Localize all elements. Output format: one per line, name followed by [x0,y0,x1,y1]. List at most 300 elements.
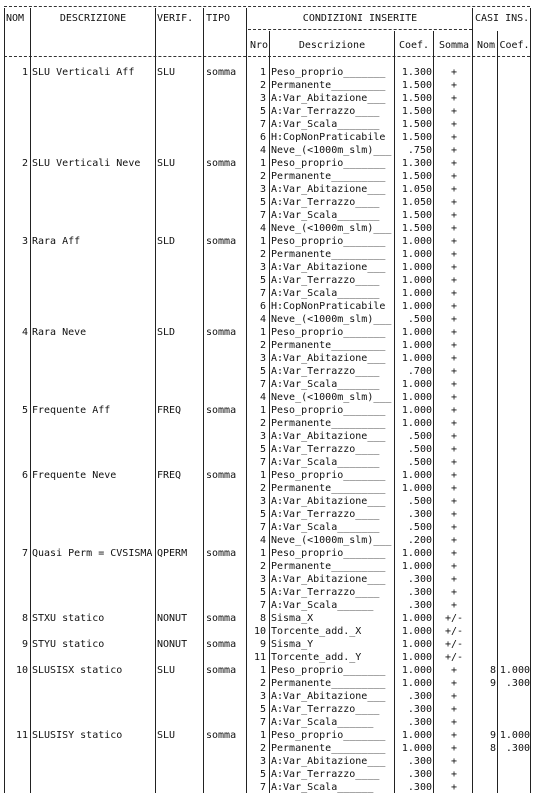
condition-sum-sign: + [450,561,458,572]
condition-sum-sign: + [450,67,458,78]
condition-description: Sisma_X [271,613,314,624]
combination-number: 1 [21,67,28,78]
condition-description: A:Var_Scala______ [271,600,374,611]
case-inserted-coefficient: 1.000 [499,730,530,741]
condition-number: 5 [259,106,266,117]
condition-coefficient: 1.000 [401,470,432,481]
condition-description: Permanente_________ [271,171,386,182]
condition-sum-sign: +/- [444,639,464,650]
condition-number: 1 [259,158,266,169]
condition-number: 1 [259,67,266,78]
condition-coefficient: .300 [407,574,432,585]
condition-description: Neve_(<1000m_slm)___ [271,392,392,403]
condition-number: 5 [259,366,266,377]
condition-number: 3 [259,262,266,273]
condition-number: 2 [259,418,266,429]
condition-number: 10 [253,626,266,637]
condition-sum-sign: + [450,405,458,416]
header-cond-descrizione: Descrizione [298,40,366,51]
case-inserted-coefficient: .300 [505,678,530,689]
condition-description: A:Var_Abitazione___ [271,574,386,585]
condition-sum-sign: + [450,236,458,247]
condition-number: 1 [259,665,266,676]
condition-number: 3 [259,431,266,442]
combination-type: somma [206,405,237,416]
condition-coefficient: 1.500 [401,93,432,104]
condition-number: 3 [259,574,266,585]
condition-coefficient: 1.000 [401,652,432,663]
condition-sum-sign: + [450,106,458,117]
condition-sum-sign: + [450,600,458,611]
condition-coefficient: 1.000 [401,275,432,286]
combination-description: Quasi Perm = CVSISMA [32,548,153,559]
condition-coefficient: 1.300 [401,67,432,78]
combination-description: STYU statico [32,639,105,650]
combination-description: SLU Verticali Aff [32,67,135,78]
condition-number: 1 [259,236,266,247]
condition-sum-sign: + [450,678,458,689]
condition-coefficient: 1.000 [401,301,432,312]
condition-coefficient: .700 [407,366,432,377]
combination-number: 2 [21,158,28,169]
condition-sum-sign: + [450,431,458,442]
condition-coefficient: 1.000 [401,678,432,689]
condition-description: Peso_proprio_______ [271,327,386,338]
combination-type: somma [206,548,237,559]
condition-description: A:Var_Abitazione___ [271,93,386,104]
condition-description: Permanente_________ [271,418,386,429]
condition-coefficient: 1.300 [401,158,432,169]
header-condizioni: CONDIZIONI INSERITE [302,13,418,24]
condition-number: 9 [259,639,266,650]
combination-verification: NONUT [157,639,188,650]
condition-description: Neve_(<1000m_slm)___ [271,535,392,546]
condition-description: A:Var_Terrazzo____ [271,509,380,520]
header-somma: Somma [438,40,470,51]
condition-coefficient: 1.500 [401,171,432,182]
condition-description: Permanente_________ [271,340,386,351]
condition-coefficient: 1.000 [401,405,432,416]
combination-number: 8 [21,613,28,624]
condition-coefficient: .300 [407,717,432,728]
condition-coefficient: .300 [407,600,432,611]
header-casi-nom: Nom [476,40,496,51]
condition-description: A:Var_Scala_______ [271,457,380,468]
condition-sum-sign: + [450,483,458,494]
condition-number: 4 [259,535,266,546]
condition-coefficient: .500 [407,444,432,455]
combination-description: Rara Aff [32,236,81,247]
condition-description: A:Var_Terrazzo____ [271,769,380,780]
combination-type: somma [206,613,237,624]
condition-number: 2 [259,340,266,351]
condition-number: 5 [259,587,266,598]
condition-description: Peso_proprio_______ [271,665,386,676]
condition-description: H:CopNonPraticabile [271,132,386,143]
condition-sum-sign: + [450,353,458,364]
condition-description: A:Var_Scala_______ [271,379,380,390]
condition-description: Permanente_________ [271,80,386,91]
column-separator [155,8,156,793]
condition-description: Permanente_________ [271,561,386,572]
condition-description: Permanente_________ [271,743,386,754]
condition-number: 2 [259,171,266,182]
condition-description: A:Var_Terrazzo____ [271,275,380,286]
condition-description: A:Var_Abitazione___ [271,756,386,767]
combination-verification: FREQ [157,405,182,416]
condition-coefficient: .500 [407,431,432,442]
case-inserted-coefficient: .300 [505,743,530,754]
condition-description: A:Var_Abitazione___ [271,262,386,273]
condition-sum-sign: + [450,275,458,286]
condition-number: 7 [259,210,266,221]
condition-coefficient: 1.000 [401,288,432,299]
condition-number: 7 [259,379,266,390]
condition-description: Permanente_________ [271,249,386,260]
condition-description: Peso_proprio_______ [271,470,386,481]
condition-number: 7 [259,717,266,728]
condition-description: A:Var_Scala_______ [271,119,380,130]
condition-sum-sign: + [450,210,458,221]
header-nom: NOM [6,13,25,24]
header-tipo: TIPO [206,13,231,24]
condition-number: 7 [259,457,266,468]
condition-sum-sign: + [450,158,458,169]
condition-description: Peso_proprio_______ [271,158,386,169]
condition-sum-sign: + [450,171,458,182]
condition-description: A:Var_Abitazione___ [271,353,386,364]
condition-coefficient: 1.500 [401,119,432,130]
combination-number: 5 [21,405,28,416]
combination-number: 4 [21,327,28,338]
condition-coefficient: 1.000 [401,613,432,624]
condition-sum-sign: + [450,756,458,767]
condition-number: 3 [259,353,266,364]
condition-coefficient: .300 [407,509,432,520]
condition-coefficient: .500 [407,314,432,325]
combination-number: 11 [15,730,28,741]
condition-sum-sign: + [450,444,458,455]
condition-description: A:Var_Terrazzo____ [271,587,380,598]
header-verif: VERIF. [157,13,194,24]
condition-sum-sign: + [450,704,458,715]
condition-number: 7 [259,119,266,130]
condition-coefficient: 1.500 [401,106,432,117]
condition-description: Neve_(<1000m_slm)___ [271,314,392,325]
condition-number: 7 [259,600,266,611]
combination-verification: FREQ [157,470,182,481]
condition-coefficient: 1.000 [401,327,432,338]
condition-coefficient: 1.500 [401,210,432,221]
condition-description: Permanente_________ [271,483,386,494]
condition-description: A:Var_Scala______ [271,717,374,728]
condition-sum-sign: + [450,418,458,429]
condition-coefficient: .300 [407,587,432,598]
condition-number: 4 [259,392,266,403]
condition-coefficient: 1.000 [401,561,432,572]
condition-description: A:Var_Terrazzo____ [271,704,380,715]
condition-sum-sign: + [450,223,458,234]
combination-type: somma [206,158,237,169]
condition-sum-sign: + [450,574,458,585]
combination-description: Frequente Aff [32,405,111,416]
condition-description: A:Var_Scala_______ [271,288,380,299]
combination-number: 6 [21,470,28,481]
condition-coefficient: .500 [407,457,432,468]
condition-sum-sign: + [450,288,458,299]
case-inserted-number: 8 [489,743,496,754]
condition-number: 2 [259,743,266,754]
condition-description: Peso_proprio_______ [271,236,386,247]
combination-number: 3 [21,236,28,247]
condition-number: 5 [259,704,266,715]
condition-sum-sign: + [450,769,458,780]
condition-number: 2 [259,678,266,689]
condition-sum-sign: + [450,301,458,312]
condition-sum-sign: + [450,145,458,156]
combination-type: somma [206,639,237,650]
condition-coefficient: 1.500 [401,132,432,143]
condition-number: 6 [259,301,266,312]
condition-coefficient: 1.000 [401,340,432,351]
combination-description: Frequente Neve [32,470,117,481]
condition-coefficient: .750 [407,145,432,156]
combination-description: Rara Neve [32,327,87,338]
condition-sum-sign: + [450,379,458,390]
condition-sum-sign: + [450,522,458,533]
condition-number: 1 [259,470,266,481]
condition-coefficient: .300 [407,782,432,793]
condition-coefficient: 1.050 [401,184,432,195]
condition-number: 7 [259,288,266,299]
condition-sum-sign: + [450,93,458,104]
condition-number: 4 [259,314,266,325]
condition-coefficient: .300 [407,691,432,702]
condition-number: 5 [259,197,266,208]
condition-sum-sign: +/- [444,613,464,624]
header-casi: CASI INS. [475,13,530,24]
condition-sum-sign: + [450,457,458,468]
condition-description: Torcente_add._Y [271,652,362,663]
header-coef: Coef. [398,40,430,51]
combination-verification: SLD [157,327,176,338]
condition-number: 2 [259,80,266,91]
condition-sum-sign: + [450,665,458,676]
condition-sum-sign: + [450,509,458,520]
condition-sum-sign: + [450,249,458,260]
condition-coefficient: 1.000 [401,249,432,260]
condition-sum-sign: + [450,496,458,507]
combination-type: somma [206,730,237,741]
condition-number: 1 [259,548,266,559]
condition-sum-sign: + [450,717,458,728]
condition-description: A:Var_Abitazione___ [271,691,386,702]
combination-type: somma [206,67,237,78]
condition-sum-sign: +/- [444,626,464,637]
condition-number: 4 [259,145,266,156]
condition-number: 3 [259,496,266,507]
condition-sum-sign: + [450,314,458,325]
combination-verification: SLU [157,158,176,169]
combination-description: SLU Verticali Neve [32,158,141,169]
condition-description: A:Var_Abitazione___ [271,431,386,442]
condition-number: 6 [259,132,266,143]
condition-description: A:Var_Abitazione___ [271,184,386,195]
condition-coefficient: 1.000 [401,262,432,273]
condition-number: 5 [259,275,266,286]
condition-number: 1 [259,405,266,416]
header-bottom-rule [4,56,530,57]
condition-coefficient: 1.000 [401,639,432,650]
condition-sum-sign: + [450,782,458,793]
condition-coefficient: .500 [407,522,432,533]
condition-number: 2 [259,561,266,572]
case-inserted-coefficient: 1.000 [499,665,530,676]
combination-verification: NONUT [157,613,188,624]
condition-number: 1 [259,327,266,338]
condition-number: 5 [259,769,266,780]
condition-number: 8 [259,613,266,624]
condition-number: 3 [259,756,266,767]
condition-coefficient: 1.000 [401,743,432,754]
condition-coefficient: 1.000 [401,665,432,676]
combination-number: 9 [21,639,28,650]
subheader-rule [248,29,472,30]
condition-sum-sign: + [450,262,458,273]
condition-coefficient: 1.500 [401,223,432,234]
column-separator [4,8,5,793]
condition-coefficient: 1.000 [401,418,432,429]
condition-description: Peso_proprio_______ [271,67,386,78]
condition-description: Torcente_add._X [271,626,362,637]
combination-description: STXU statico [32,613,105,624]
combination-type: somma [206,236,237,247]
condition-coefficient: 1.500 [401,80,432,91]
condition-coefficient: 1.000 [401,548,432,559]
condition-sum-sign: + [450,548,458,559]
combination-verification: SLD [157,236,176,247]
condition-coefficient: .300 [407,769,432,780]
condition-description: A:Var_Terrazzo____ [271,106,380,117]
header-casi-coef: Coef. [499,40,530,51]
condition-coefficient: 1.000 [401,236,432,247]
condition-coefficient: 1.000 [401,392,432,403]
condition-sum-sign: + [450,184,458,195]
condition-sum-sign: + [450,470,458,481]
condition-sum-sign: +/- [444,652,464,663]
condition-description: Peso_proprio_______ [271,405,386,416]
combination-number: 10 [15,665,28,676]
column-separator [30,8,31,793]
condition-number: 3 [259,691,266,702]
condition-coefficient: 1.050 [401,197,432,208]
combination-description: SLUSISY statico [32,730,123,741]
condition-description: Peso_proprio_______ [271,548,386,559]
condition-number: 2 [259,483,266,494]
condition-number: 5 [259,444,266,455]
condition-description: A:Var_Scala_______ [271,522,380,533]
condition-number: 7 [259,782,266,793]
condition-sum-sign: + [450,587,458,598]
combination-type: somma [206,470,237,481]
condition-coefficient: 1.000 [401,353,432,364]
condition-description: Sisma_Y [271,639,314,650]
case-inserted-number: 9 [489,678,496,689]
condition-description: A:Var_Scala______ [271,782,374,793]
condition-number: 2 [259,249,266,260]
condition-sum-sign: + [450,340,458,351]
condition-sum-sign: + [450,535,458,546]
top-rule [4,6,530,7]
combination-verification: SLU [157,665,176,676]
condition-sum-sign: + [450,80,458,91]
condition-sum-sign: + [450,132,458,143]
case-inserted-number: 9 [489,730,496,741]
combination-description: SLUSISX statico [32,665,123,676]
condition-coefficient: .300 [407,704,432,715]
condition-sum-sign: + [450,691,458,702]
condition-number: 7 [259,522,266,533]
condition-description: Neve_(<1000m_slm)___ [271,223,392,234]
condition-sum-sign: + [450,730,458,741]
condition-coefficient: 1.000 [401,626,432,637]
condition-description: H:CopNonPraticabile [271,301,386,312]
condition-description: A:Var_Abitazione___ [271,496,386,507]
condition-description: Permanente_________ [271,678,386,689]
column-separator [203,8,204,793]
case-inserted-number: 8 [489,665,496,676]
condition-number: 11 [253,652,266,663]
combination-number: 7 [21,548,28,559]
condition-number: 3 [259,93,266,104]
condition-sum-sign: + [450,119,458,130]
condition-coefficient: 1.000 [401,483,432,494]
condition-sum-sign: + [450,392,458,403]
column-separator [530,8,531,793]
condition-description: A:Var_Terrazzo____ [271,197,380,208]
condition-description: Neve_(<1000m_slm)___ [271,145,392,156]
header-descrizione: DESCRIZIONE [59,13,127,24]
column-separator [246,8,247,793]
combination-verification: QPERM [157,548,188,559]
condition-description: A:Var_Terrazzo____ [271,444,380,455]
condition-sum-sign: + [450,327,458,338]
condition-number: 3 [259,184,266,195]
condition-sum-sign: + [450,743,458,754]
condition-coefficient: 1.000 [401,379,432,390]
condition-coefficient: .200 [407,535,432,546]
condition-description: Peso_proprio_______ [271,730,386,741]
column-separator [269,31,270,793]
combination-type: somma [206,327,237,338]
condition-description: A:Var_Terrazzo____ [271,366,380,377]
condition-sum-sign: + [450,197,458,208]
condition-number: 5 [259,509,266,520]
combination-verification: SLU [157,67,176,78]
condition-number: 4 [259,223,266,234]
condition-description: A:Var_Scala_______ [271,210,380,221]
condition-coefficient: .500 [407,496,432,507]
condition-sum-sign: + [450,366,458,377]
combination-type: somma [206,665,237,676]
header-nro: Nro [249,40,269,51]
column-separator [433,31,434,793]
condition-number: 1 [259,730,266,741]
condition-coefficient: 1.000 [401,730,432,741]
combination-verification: SLU [157,730,176,741]
condition-coefficient: .300 [407,756,432,767]
column-separator [472,8,473,793]
